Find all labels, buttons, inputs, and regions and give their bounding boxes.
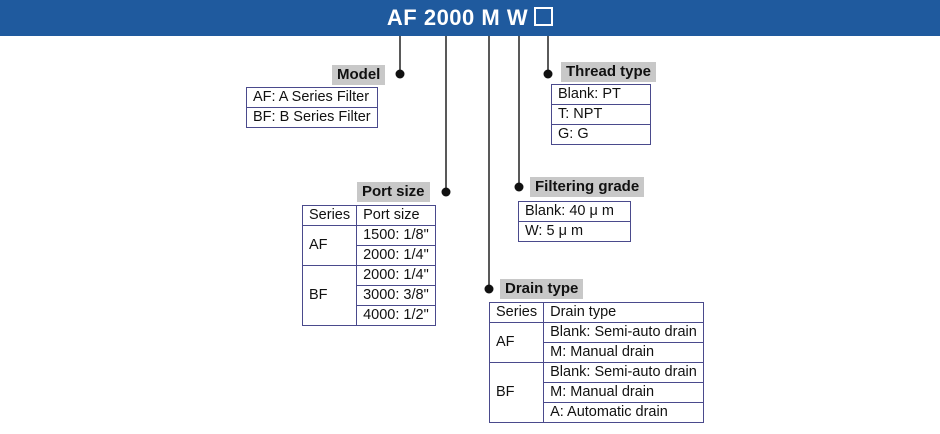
port-row: 1500: 1/8" (357, 226, 436, 246)
filter-label: Filtering grade (530, 177, 644, 197)
drain-header-series: Series (490, 303, 544, 323)
drain-dot (485, 285, 494, 294)
port-row: 4000: 1/2" (357, 306, 436, 326)
drain-label: Drain type (500, 279, 583, 299)
drain-row: A: Automatic drain (544, 403, 704, 423)
model-code-text: AF 2000 M W (386, 5, 529, 30)
port-row: 2000: 1/4" (357, 246, 436, 266)
drain-series-af: AF (490, 323, 544, 363)
thread-dot (544, 70, 553, 79)
thread-table (551, 84, 651, 145)
port-label: Port size (357, 182, 430, 202)
port-table (302, 205, 436, 326)
model-table (246, 87, 378, 128)
drain-row: M: Manual drain (544, 383, 704, 403)
model-label: Model (332, 65, 385, 85)
port-header-series: Series (303, 206, 357, 226)
thread-row: G: G (552, 125, 651, 145)
drain-header-type: Drain type (544, 303, 704, 323)
port-header-size: Port size (357, 206, 436, 226)
filter-row: W: 5 μ m (519, 222, 631, 242)
thread-row: T: NPT (552, 105, 651, 125)
model-dot (396, 70, 405, 79)
filter-dot (515, 183, 524, 192)
drain-table (489, 302, 704, 423)
port-dot (442, 188, 451, 197)
model-row: AF: A Series Filter (247, 88, 378, 108)
port-series-af: AF (303, 226, 357, 266)
drain-row: Blank: Semi-auto drain (544, 323, 704, 343)
drain-row: Blank: Semi-auto drain (544, 363, 704, 383)
filter-row: Blank: 40 μ m (519, 202, 631, 222)
model-row: BF: B Series Filter (247, 108, 378, 128)
drain-series-bf: BF (490, 363, 544, 423)
port-series-bf: BF (303, 266, 357, 326)
filter-table (518, 201, 631, 242)
port-row: 2000: 1/4" (357, 266, 436, 286)
port-row: 3000: 3/8" (357, 286, 436, 306)
drain-row: M: Manual drain (544, 343, 704, 363)
thread-row: Blank: PT (552, 85, 651, 105)
thread-label: Thread type (561, 62, 656, 82)
